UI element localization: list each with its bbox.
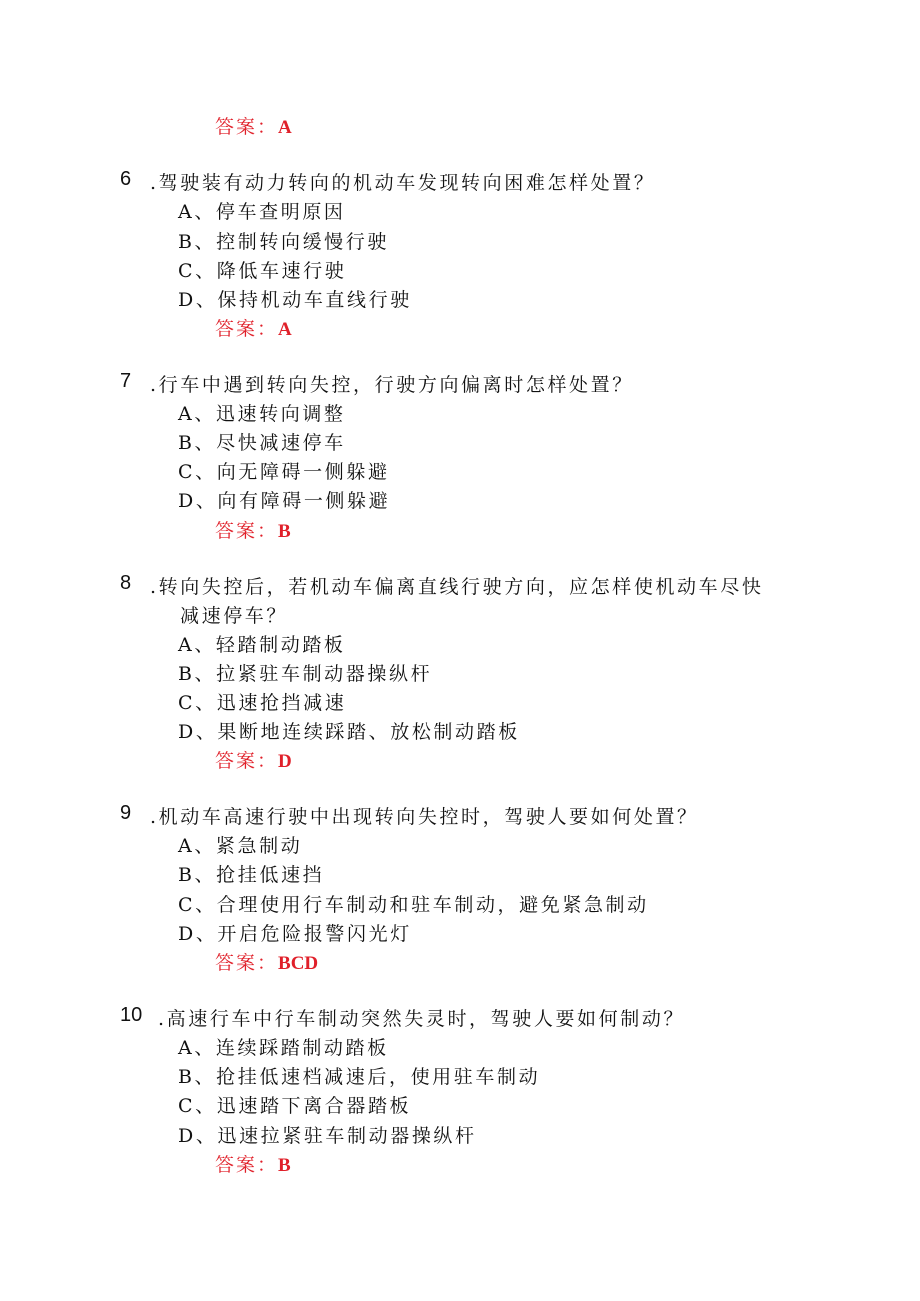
- answer-label: 答案：: [215, 318, 279, 340]
- option-a: A、连续踩踏制动踏板: [178, 1037, 389, 1059]
- option-c: C、向无障碍一侧躲避: [178, 461, 390, 483]
- option-b: B、拉紧驻车制动器操纵杆: [178, 663, 433, 685]
- question-number: 9: [120, 802, 132, 824]
- answer-line: [215, 516, 291, 543]
- option-d: D、向有障碍一侧躲避: [178, 490, 391, 512]
- answer-value: B: [278, 1155, 291, 1176]
- question-text: .机动车高速行驶中出现转向失控时，驾驶人要如何处置？: [150, 806, 699, 828]
- option-d: D、保持机动车直线行驶: [178, 289, 412, 311]
- question-number: 6: [120, 168, 132, 190]
- question-text-continued: 减速停车？: [180, 605, 289, 627]
- question-text: .驾驶装有动力转向的机动车发现转向困难怎样处置？: [150, 172, 656, 194]
- answer-line: [215, 112, 292, 139]
- question-number: 10: [120, 1004, 143, 1026]
- question-number: 8: [120, 572, 132, 594]
- answer-label: 答案：: [215, 952, 279, 974]
- question-text: .行车中遇到转向失控，行驶方向偏离时怎样处置？: [150, 374, 634, 396]
- answer-value: B: [278, 521, 291, 542]
- option-c: C、合理使用行车制动和驻车制动，避免紧急制动: [178, 894, 649, 916]
- option-b: B、控制转向缓慢行驶: [178, 231, 389, 253]
- answer-label: 答案：: [215, 520, 279, 542]
- answer-line: [215, 746, 292, 773]
- option-a: A、迅速转向调整: [178, 403, 346, 425]
- option-c: C、降低车速行驶: [178, 260, 347, 282]
- question-text: .高速行车中行车制动突然失灵时，驾驶人要如何制动？: [158, 1008, 686, 1030]
- answer-value: A: [278, 319, 292, 340]
- answer-label: 答案：: [215, 750, 279, 772]
- option-a: A、停车查明原因: [178, 201, 346, 223]
- option-c: C、迅速踏下离合器踏板: [178, 1095, 412, 1117]
- answer-line: [215, 1150, 291, 1177]
- option-b: B、尽快减速停车: [178, 432, 346, 454]
- question-text: .转向失控后，若机动车偏离直线行驶方向，应怎样使机动车尽快: [150, 576, 764, 598]
- option-d: D、开启危险报警闪光灯: [178, 923, 412, 945]
- option-d: D、迅速拉紧驻车制动器操纵杆: [178, 1125, 477, 1147]
- answer-value: D: [278, 751, 292, 772]
- question-number: 7: [120, 370, 132, 392]
- answer-label: 答案：: [215, 116, 279, 138]
- option-b: B、抢挂低速挡: [178, 864, 325, 886]
- option-a: A、紧急制动: [178, 835, 303, 857]
- answer-line: [215, 314, 292, 341]
- option-a: A、轻踏制动踏板: [178, 634, 346, 656]
- answer-line: [215, 948, 318, 975]
- answer-value: A: [278, 117, 292, 138]
- answer-label: 答案：: [215, 1154, 279, 1176]
- option-b: B、抢挂低速档减速后，使用驻车制动: [178, 1066, 541, 1088]
- option-d: D、果断地连续踩踏、放松制动踏板: [178, 721, 520, 743]
- option-c: C、迅速抢挡减速: [178, 692, 347, 714]
- answer-value: BCD: [278, 953, 319, 974]
